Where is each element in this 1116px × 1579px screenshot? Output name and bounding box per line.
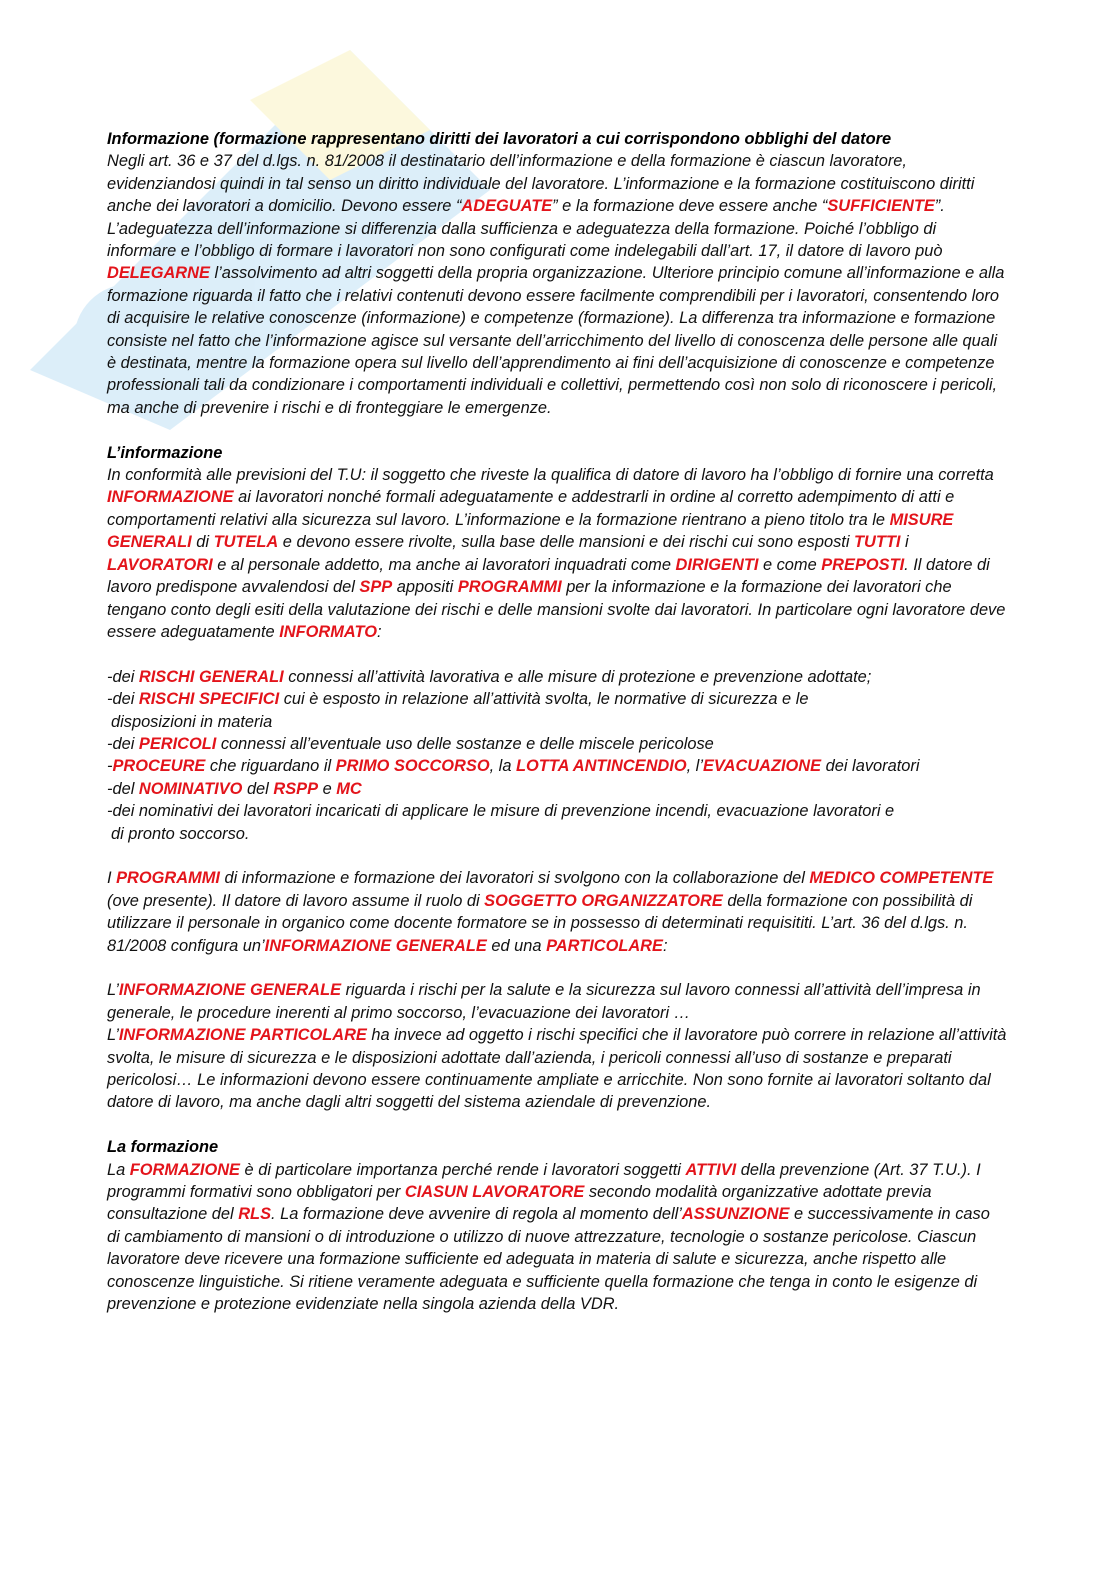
intro-paragraph: Negli art. 36 e 37 del d.lgs. n. 81/2008 il destinatario dell’informazione e della formazione è ciascun lavoratore, evidenziandosi quindi in tal senso un diritto individuale del lavoratore. L’informazione e la formazione costituiscono diritti anche dei lavoratori a domicilio. Devono essere “ADEGUATE” e la formazione deve essere anche “SUFFICIENTE”. L’adeguatezza dell’informazione si differenzia dalla sufficienza e adeguatezza della formazione. Poiché l’obbligo di informare e l’obbligo di formare i lavoratori non sono configurati come indelegabili dall’art. 17, il datore di lavoro può DELEGARNE l’assolvimento ad altri soggetti della propria organizzazione. Ulteriore principio comune all’informazione e alla formazione riguarda il fatto che i relativi contenuti devono essere facilmente comprendibili per i lavoratori, consentendo loro di acquisire le relative conoscenze (informazione) e competenze (formazione). La differenza tra informazione e formazione consiste nel fatto che l’informazione agisce sul versante dell’arricchimento del livello di conoscenza delle persone alle quali è destinata, mentre la formazione opera sul livello dell’apprendimento ai fini dell’acquisizione di conoscenze e competenze professionali tali da condizionare i comportamenti individuali e collettivi, permettendo così non solo di riconoscere i pericoli, ma anche di prevenire i rischi e di fronteggiare le emergenze. [107,152,1005,417]
informazione-heading: L’informazione [107,443,223,462]
informazione-generale-paragraph: L’INFORMAZIONE GENERALE riguarda i rischi per la salute e la sicurezza sul lavoro connessi all’attività dell’impresa in generale, le procedure inerenti al primo soccorso, l’evacuazione dei lavoratori … [107,981,981,1022]
formazione-paragraph: La FORMAZIONE è di particolare importanza perché rende i lavoratori soggetti ATTIVI della prevenzione (Art. 37 T.U.). I programmi formativi sono obbligatori per CIASUN LAVORATORE secondo modalità organizzative adottate previa consultazione del RLS. La formazione deve avvenire di regola al momento dell’ASSUNZIONE e successivamente in caso di cambiamento di mansioni o di introduzione o utilizzo di nuove attrezzature, tecnologie o sostanze pericolose. Ciascun lavoratore deve ricevere una formazione sufficiente ed adeguata in materia di salute e sicurezza, anche rispetto alle conoscenze linguistiche. Si ritiene veramente adeguata e sufficiente quella formazione che tenga in conto le esigenze di prevenzione e protezione evidenziate nella singola azienda della VDR. [107,1160,990,1314]
list-item: -dei RISCHI SPECIFICI cui è esposto in relazione all’attività svolta, le normative di sicurezza e le disposizioni in materia [107,690,809,731]
document-body [107,128,1007,1315]
informazione-list [107,666,1007,845]
list-item: -PROCEURE che riguardano il PRIMO SOCCORSO, la LOTTA ANTINCENDIO, l’EVACUAZIONE dei lavoratori [107,757,920,776]
formazione-section [107,1136,1007,1315]
list-item: -dei RISCHI GENERALI connessi all’attività lavorativa e alle misure di protezione e prevenzione adottate; [107,667,872,686]
informazione-section [107,442,1007,644]
intro-section [107,128,1007,419]
informazione-particolare-paragraph: L’INFORMAZIONE PARTICOLARE ha invece ad oggetto i rischi specifici che il lavoratore può correre in relazione all’attività svolta, le misure di sicurezza e le disposizioni adottate dall’azienda, i pericoli connessi all’uso di sostanze e preparati pericolosi… Le informazioni devono essere continuamente ampliate e arricchite. Non sono fornite ai lavoratori soltanto dal datore di lavoro, ma anche dagli altri soggetti del sistema aziendale di prevenzione. [107,1026,1007,1112]
list-item: -del NOMINATIVO del RSPP e MC [107,779,362,798]
informazione-paragraph: In conformità alle previsioni del T.U: il soggetto che riveste la qualifica di datore di lavoro ha l’obbligo di fornire una corretta INFORMAZIONE ai lavoratori nonché formali adeguatamente e addestrarli in ordine al corretto adempimento di atti e comportamenti relativi alla sicurezza sul lavoro. L’informazione e la formazione rientrano a pieno titolo tra le MISURE GENERALI di TUTELA e devono essere rivolte, sulla base delle mansioni e dei rischi cui sono esposti TUTTI i LAVORATORI e al personale addetto, ma anche ai lavoratori inquadrati come DIRIGENTI e come PREPOSTI. Il datore di lavoro predispone avvalendosi del SPP appositi PROGRAMMI per la informazione e la formazione dei lavoratori che tengano conto degli esiti della valutazione dei rischi e delle mansioni svolte dai lavoratori. In particolare ogni lavoratore deve essere adeguatamente INFORMATO: [107,466,1006,641]
formazione-heading: La formazione [107,1138,219,1157]
list-item: -dei nominativi dei lavoratori incaricati di applicare le misure di prevenzione incendi, evacuazione lavoratori e di pronto soccorso. [107,802,895,843]
intro-heading: Informazione (formazione rappresentano diritti dei lavoratori a cui corrispondono obblighi del datore [107,130,892,148]
programmi-paragraph: I PROGRAMMI di informazione e formazione dei lavoratori si svolgono con la collaborazione del MEDICO COMPETENTE (ove presente). Il datore di lavoro assume il ruolo di SOGGETTO ORGANIZZATORE della formazione con possibilità di utilizzare il personale in organico come docente formatore se in possesso di determinati requisititi. L’art. 36 del d.lgs. n. 81/2008 configura un’INFORMAZIONE GENERALE ed una PARTICOLARE: [107,869,994,955]
list-item: -dei PERICOLI connessi all’eventuale uso delle sostanze e delle miscele pericolose [107,734,714,753]
